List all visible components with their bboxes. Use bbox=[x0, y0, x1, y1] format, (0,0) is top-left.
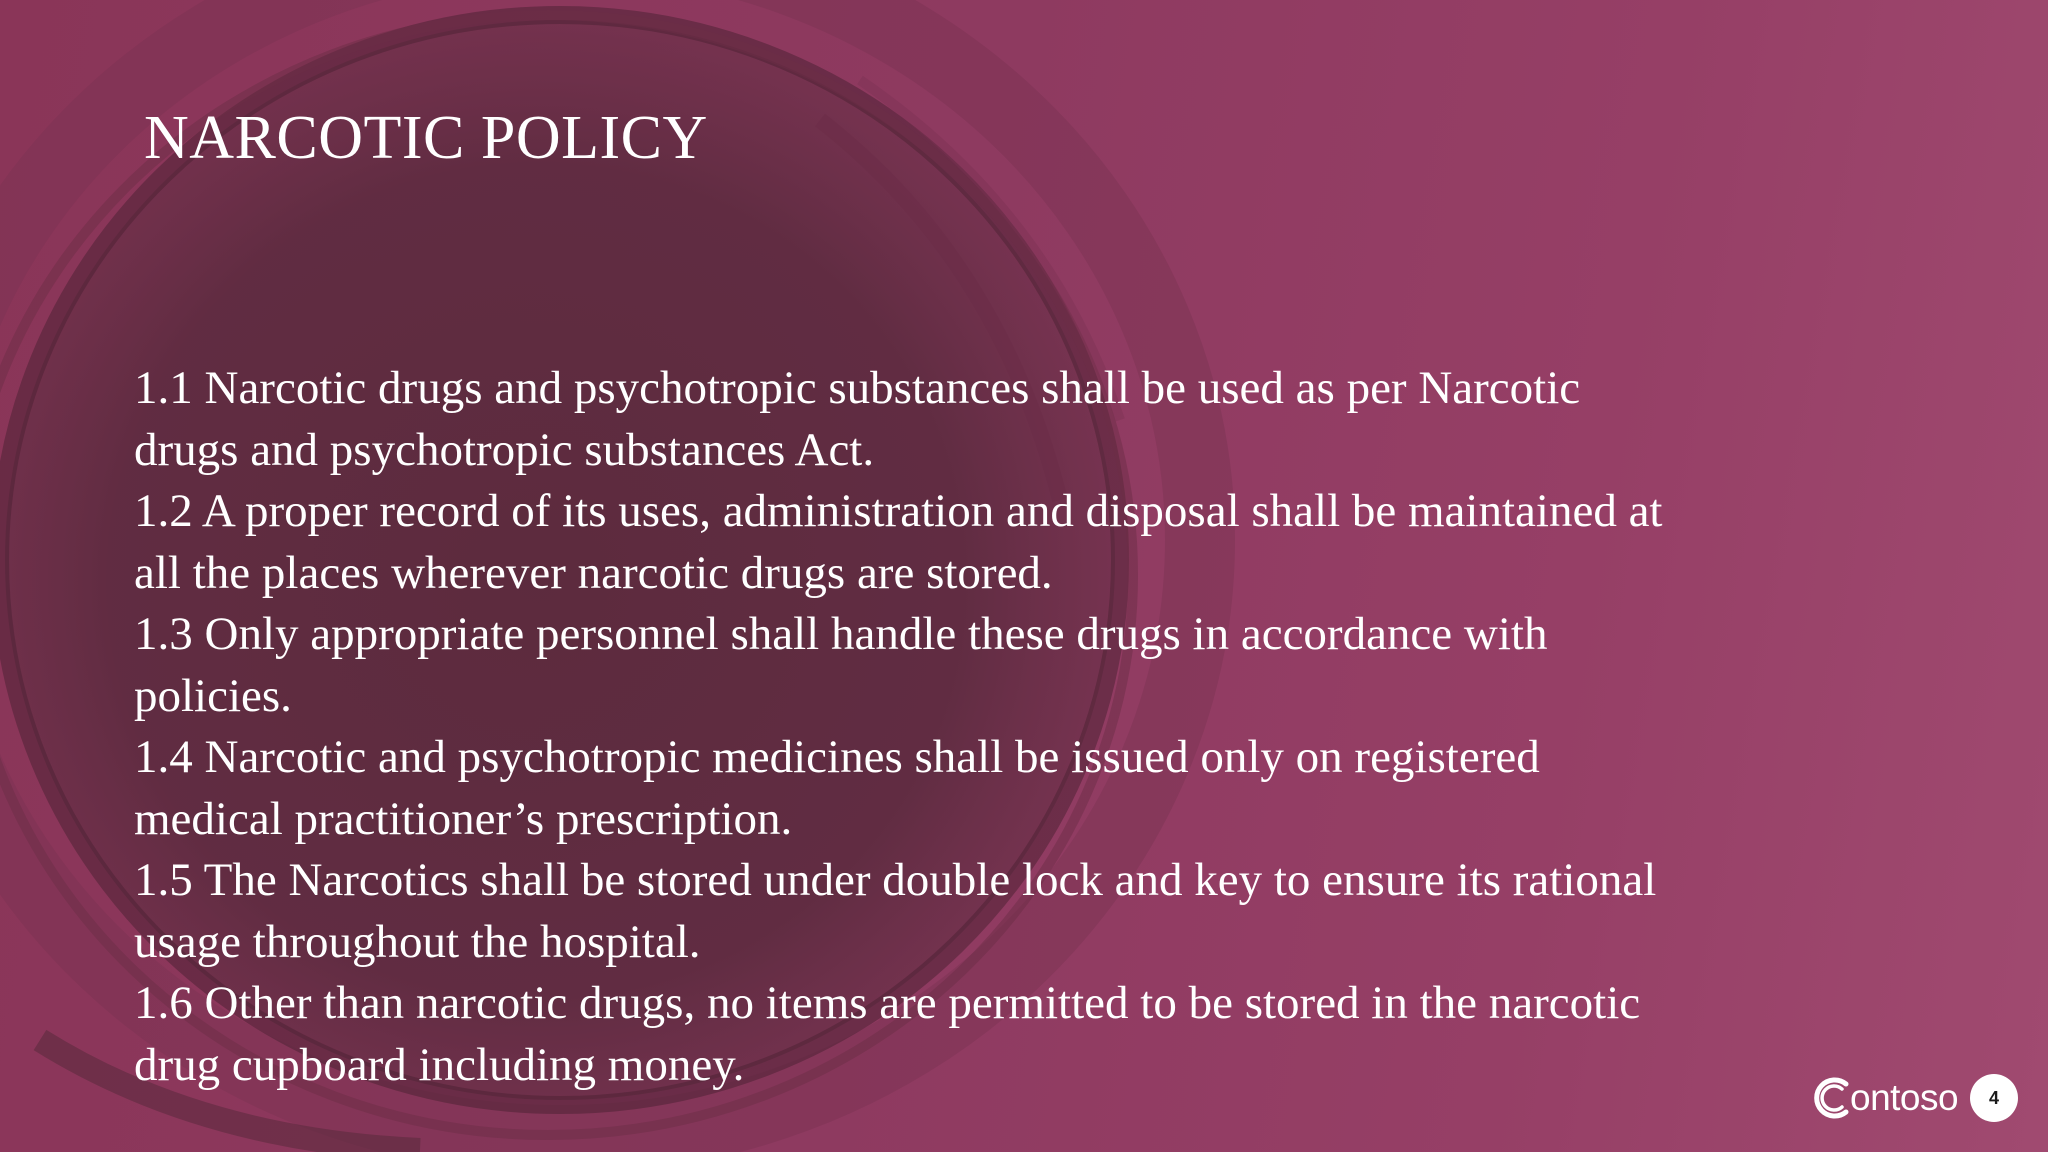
policy-item-1-6: 1.6 Other than narcotic drugs, no items are permitted to be stored in the narcotic drug cupboard including money. bbox=[134, 977, 1641, 1091]
policy-item-1-1: 1.1 Narcotic drugs and psychotropic substances shall be used as per Narcotic drugs and psychotropic substances Act. bbox=[134, 362, 1581, 476]
policy-item-1-5: 1.5 The Narcotics shall be stored under double lock and key to ensure its rational usage throughout the hospital. bbox=[134, 854, 1657, 968]
contoso-logo bbox=[1808, 1068, 1958, 1128]
slide-title: NARCOTIC POLICY bbox=[144, 104, 708, 172]
policy-list bbox=[134, 358, 1694, 1096]
page-number-badge: 4 bbox=[1970, 1074, 2018, 1122]
logo-wordmark: ontoso bbox=[1850, 1077, 1959, 1118]
contoso-c-logo-icon bbox=[1808, 1070, 1856, 1126]
policy-item-1-2: 1.2 A proper record of its uses, administration and disposal shall be maintained at all the places wherever narcotic drugs are stored. bbox=[134, 485, 1663, 599]
policy-item-1-3: 1.3 Only appropriate personnel shall handle these drugs in accordance with policies. bbox=[134, 608, 1548, 722]
policy-item-1-4: 1.4 Narcotic and psychotropic medicines shall be issued only on registered medical practitioner’s prescription. bbox=[134, 731, 1540, 845]
